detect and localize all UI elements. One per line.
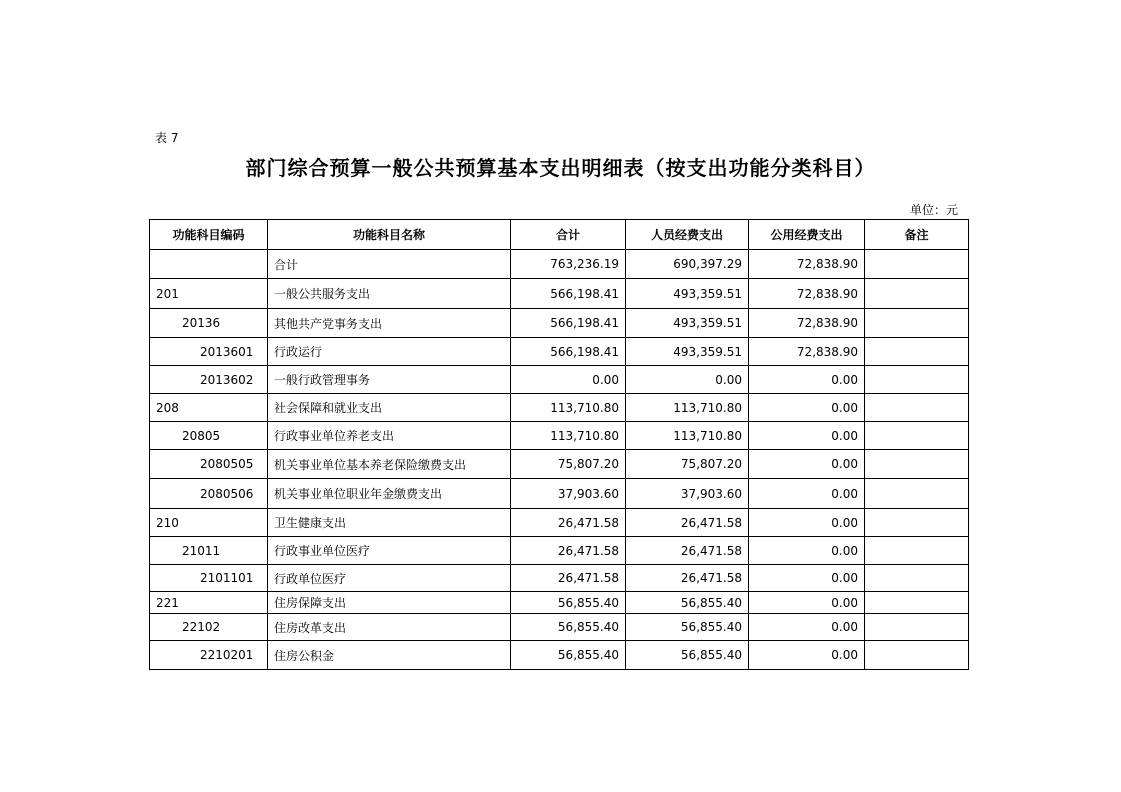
table-row	[150, 565, 969, 592]
function-name-cell: 一般公共服务支出	[268, 279, 511, 309]
personnel-expense-cell: 493,359.51	[626, 309, 749, 338]
function-code-cell: 20805	[150, 422, 268, 450]
table-row	[150, 394, 969, 422]
public-expense-cell: 72,838.90	[749, 279, 865, 309]
header-note: 备注	[865, 220, 969, 250]
public-expense-cell: 0.00	[749, 614, 865, 641]
function-code-cell: 208	[150, 394, 268, 422]
personnel-expense-cell: 56,855.40	[626, 592, 749, 614]
function-name-cell: 机关事业单位基本养老保险缴费支出	[268, 450, 511, 479]
header-total: 合计	[511, 220, 626, 250]
table-label: 表 7	[155, 131, 179, 145]
table-row	[150, 338, 969, 366]
personnel-expense-cell: 493,359.51	[626, 279, 749, 309]
function-name-cell: 行政事业单位医疗	[268, 537, 511, 565]
note-cell	[865, 422, 969, 450]
table-row	[150, 592, 969, 614]
function-code-cell: 2013602	[150, 366, 268, 394]
header-function-code: 功能科目编码	[150, 220, 268, 250]
personnel-expense-cell: 56,855.40	[626, 614, 749, 641]
function-name-cell: 合计	[268, 250, 511, 279]
total-cell: 566,198.41	[511, 338, 626, 366]
function-name-cell: 一般行政管理事务	[268, 366, 511, 394]
total-cell: 566,198.41	[511, 279, 626, 309]
function-code-cell: 221	[150, 592, 268, 614]
total-cell: 56,855.40	[511, 641, 626, 670]
function-code-cell: 22102	[150, 614, 268, 641]
note-cell	[865, 394, 969, 422]
public-expense-cell: 0.00	[749, 537, 865, 565]
header-public-expense: 公用经费支出	[749, 220, 865, 250]
personnel-expense-cell: 75,807.20	[626, 450, 749, 479]
function-name-cell: 住房保障支出	[268, 592, 511, 614]
total-cell: 566,198.41	[511, 309, 626, 338]
total-cell: 113,710.80	[511, 394, 626, 422]
function-code-cell: 2013601	[150, 338, 268, 366]
note-cell	[865, 641, 969, 670]
public-expense-cell: 72,838.90	[749, 250, 865, 279]
table-row	[150, 309, 969, 338]
public-expense-cell: 72,838.90	[749, 309, 865, 338]
function-name-cell: 住房改革支出	[268, 614, 511, 641]
function-code-cell: 2080506	[150, 479, 268, 509]
table-row	[150, 422, 969, 450]
total-cell: 37,903.60	[511, 479, 626, 509]
function-name-cell: 住房公积金	[268, 641, 511, 670]
public-expense-cell: 72,838.90	[749, 338, 865, 366]
function-code-cell: 2080505	[150, 450, 268, 479]
table-row	[150, 537, 969, 565]
function-name-cell: 机关事业单位职业年金缴费支出	[268, 479, 511, 509]
note-cell	[865, 537, 969, 565]
personnel-expense-cell: 26,471.58	[626, 565, 749, 592]
table-row	[150, 479, 969, 509]
public-expense-cell: 0.00	[749, 366, 865, 394]
public-expense-cell: 0.00	[749, 565, 865, 592]
total-cell: 75,807.20	[511, 450, 626, 479]
total-cell: 113,710.80	[511, 422, 626, 450]
note-cell	[865, 565, 969, 592]
budget-table	[149, 219, 969, 670]
function-code-cell: 20136	[150, 309, 268, 338]
document-title: 部门综合预算一般公共预算基本支出明细表（按支出功能分类科目）	[245, 156, 876, 180]
header-personnel-expense: 人员经费支出	[626, 220, 749, 250]
public-expense-cell: 0.00	[749, 592, 865, 614]
personnel-expense-cell: 113,710.80	[626, 394, 749, 422]
note-cell	[865, 250, 969, 279]
note-cell	[865, 338, 969, 366]
function-code-cell: 2210201	[150, 641, 268, 670]
note-cell	[865, 279, 969, 309]
function-code-cell: 21011	[150, 537, 268, 565]
total-cell: 26,471.58	[511, 509, 626, 537]
table-row	[150, 450, 969, 479]
total-cell: 0.00	[511, 366, 626, 394]
function-name-cell: 行政事业单位养老支出	[268, 422, 511, 450]
note-cell	[865, 509, 969, 537]
function-code-cell	[150, 250, 268, 279]
total-cell: 26,471.58	[511, 537, 626, 565]
personnel-expense-cell: 56,855.40	[626, 641, 749, 670]
function-code-cell: 210	[150, 509, 268, 537]
personnel-expense-cell: 26,471.58	[626, 509, 749, 537]
unit-label: 单位：元	[909, 203, 958, 217]
function-name-cell: 社会保障和就业支出	[268, 394, 511, 422]
function-name-cell: 卫生健康支出	[268, 509, 511, 537]
function-name-cell: 其他共产党事务支出	[268, 309, 511, 338]
table-row	[150, 641, 969, 670]
note-cell	[865, 366, 969, 394]
public-expense-cell: 0.00	[749, 450, 865, 479]
total-cell: 26,471.58	[511, 565, 626, 592]
table-row	[150, 509, 969, 537]
table-row	[150, 250, 969, 279]
personnel-expense-cell: 113,710.80	[626, 422, 749, 450]
table-body	[150, 250, 969, 670]
note-cell	[865, 450, 969, 479]
function-code-cell: 2101101	[150, 565, 268, 592]
personnel-expense-cell: 0.00	[626, 366, 749, 394]
header-function-name: 功能科目名称	[268, 220, 511, 250]
public-expense-cell: 0.00	[749, 422, 865, 450]
public-expense-cell: 0.00	[749, 479, 865, 509]
personnel-expense-cell: 493,359.51	[626, 338, 749, 366]
total-cell: 56,855.40	[511, 592, 626, 614]
note-cell	[865, 614, 969, 641]
function-code-cell: 201	[150, 279, 268, 309]
public-expense-cell: 0.00	[749, 641, 865, 670]
note-cell	[865, 309, 969, 338]
personnel-expense-cell: 37,903.60	[626, 479, 749, 509]
function-name-cell: 行政运行	[268, 338, 511, 366]
table-row	[150, 279, 969, 309]
personnel-expense-cell: 26,471.58	[626, 537, 749, 565]
public-expense-cell: 0.00	[749, 509, 865, 537]
table-row	[150, 614, 969, 641]
note-cell	[865, 592, 969, 614]
total-cell: 56,855.40	[511, 614, 626, 641]
table-row	[150, 366, 969, 394]
total-cell: 763,236.19	[511, 250, 626, 279]
personnel-expense-cell: 690,397.29	[626, 250, 749, 279]
public-expense-cell: 0.00	[749, 394, 865, 422]
note-cell	[865, 479, 969, 509]
function-name-cell: 行政单位医疗	[268, 565, 511, 592]
table-header-row	[150, 220, 969, 250]
